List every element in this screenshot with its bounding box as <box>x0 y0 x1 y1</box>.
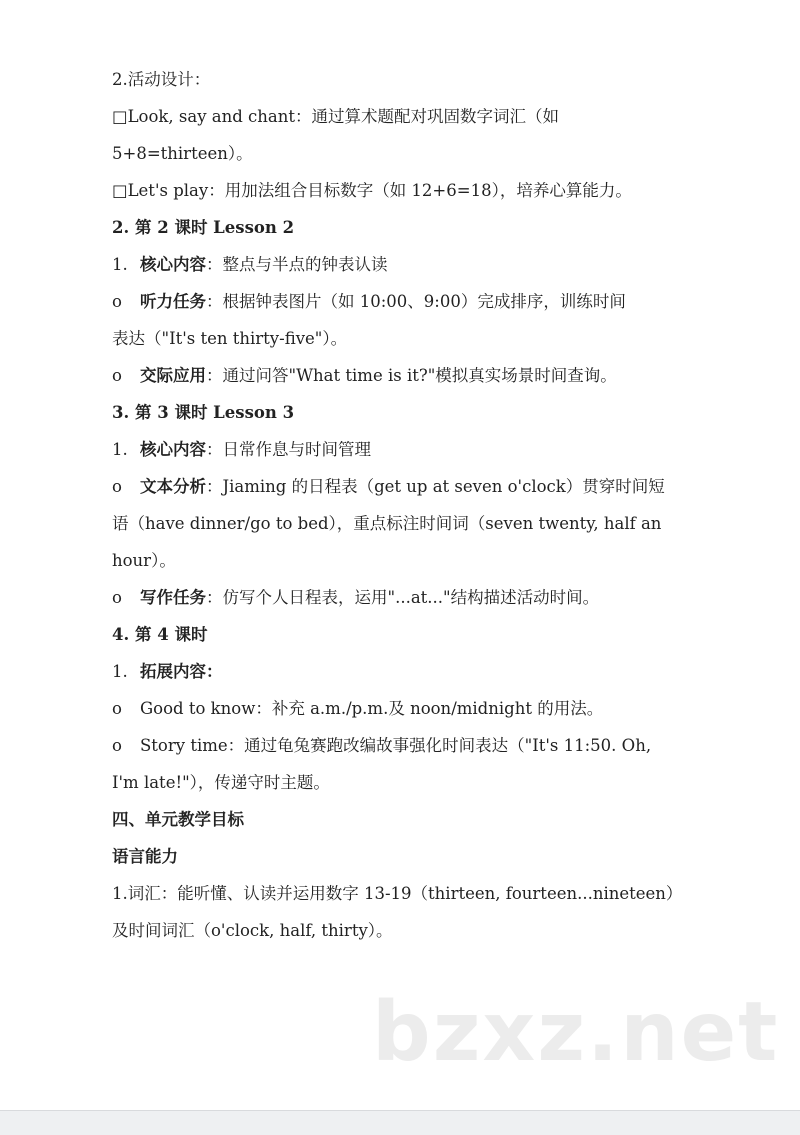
activity-design-heading: 2.活动设计： <box>112 70 211 89</box>
extension-content-line <box>112 660 740 684</box>
vocabulary-line-cont: 及时间词汇（o'clock, half, thirty）。 <box>112 921 393 940</box>
language-ability-heading: 语言能力 <box>112 847 178 866</box>
core-content-label: 核心内容 <box>140 255 206 274</box>
list-number: 1. <box>112 255 128 274</box>
story-time-text: Story time：通过龟兔赛跑改编故事强化时间表达（"It's 11:50. Oh, <box>140 736 652 755</box>
section-4-heading: 四、单元教学目标 <box>112 810 244 829</box>
bullet-circle: o <box>112 292 122 311</box>
communication-line <box>112 364 740 388</box>
lesson-3-heading: 3. 第 3 课时 Lesson 3 <box>112 403 295 422</box>
page-bottom-edge <box>0 1110 800 1135</box>
listening-task-label: 听力任务 <box>140 292 206 311</box>
text-analysis-line-cont-2: hour）。 <box>112 551 176 570</box>
core-content-label: 核心内容 <box>140 440 206 459</box>
listening-task-line <box>112 290 740 314</box>
bullet-circle: o <box>112 588 122 607</box>
watermark: bzxz.net <box>372 985 780 1080</box>
lesson-2-heading: 2. 第 2 课时 Lesson 2 <box>112 218 295 237</box>
look-say-chant-line-cont: 5+8=thirteen）。 <box>112 144 253 163</box>
text-analysis-label: 文本分析 <box>140 477 206 496</box>
communication-text: ：通过问答"What time is it?"模拟真实场景时间查询。 <box>206 366 617 385</box>
bullet-circle: o <box>112 699 122 718</box>
writing-task-line <box>112 586 740 610</box>
core-content-text: ：整点与半点的钟表认读 <box>206 255 388 274</box>
writing-task-text: ：仿写个人日程表，运用"...at..."结构描述活动时间。 <box>206 588 600 607</box>
good-to-know-line <box>112 697 740 721</box>
list-number: 1. <box>112 440 128 459</box>
good-to-know-text: Good to know：补充 a.m./p.m.及 noon/midnight 的用法。 <box>140 699 604 718</box>
core-content-text: ：日常作息与时间管理 <box>206 440 371 459</box>
text-analysis-text: ：Jiaming 的日程表（get up at seven o'clock）贯穿时间短 <box>206 477 665 496</box>
text-analysis-line-cont: 语（have dinner/go to bed），重点标注时间词（seven twenty, half an <box>112 514 662 533</box>
writing-task-label: 写作任务 <box>140 588 206 607</box>
lesson-2-core-content <box>112 253 740 277</box>
listening-task-line-cont: 表达（"It's ten thirty-five"）。 <box>112 329 348 348</box>
lesson-4-heading: 4. 第 4 课时 <box>112 625 208 644</box>
story-time-line-cont: I'm late!"），传递守时主题。 <box>112 773 330 792</box>
look-say-chant-line: □Look, say and chant：通过算术题配对巩固数字词汇（如 <box>112 107 560 126</box>
extension-content-label: 拓展内容： <box>140 662 223 681</box>
list-number: 1. <box>112 662 128 681</box>
text-analysis-line <box>112 475 740 499</box>
story-time-line <box>112 734 740 758</box>
vocabulary-line: 1.词汇：能听懂、认读并运用数字 13-19（thirteen, fourteen...nineteen） <box>112 884 683 903</box>
bullet-circle: o <box>112 366 122 385</box>
lesson-3-core-content <box>112 438 740 462</box>
bullet-circle: o <box>112 736 122 755</box>
communication-label: 交际应用 <box>140 366 206 385</box>
lets-play-line: □Let's play：用加法组合目标数字（如 12+6=18），培养心算能力。 <box>112 181 632 200</box>
bullet-circle: o <box>112 477 122 496</box>
listening-task-text: ：根据钟表图片（如 10:00、9:00）完成排序，训练时间 <box>206 292 626 311</box>
